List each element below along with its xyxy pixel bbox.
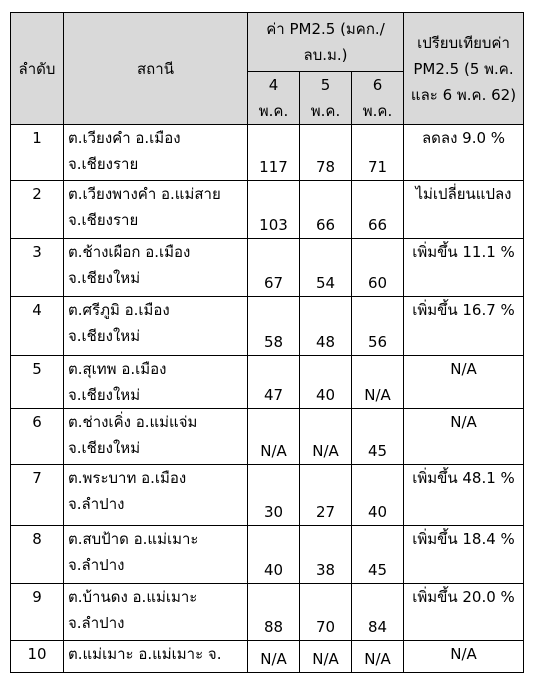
station-name: ต.เวียงพางคำ อ.แม่สาย จ.เชียงราย [64, 181, 248, 239]
station-name: ต.สบป้าด อ.แม่เมาะ จ.ลำปาง [64, 526, 248, 584]
pm-value-day6: 40 [352, 465, 404, 526]
pm-value-day6: 71 [352, 125, 404, 181]
pm-value-day4: 103 [248, 181, 300, 239]
table-row [11, 356, 524, 409]
header-station: สถานี [64, 13, 248, 125]
table-row [11, 181, 524, 239]
change-value: ลดลง 9.0 % [404, 125, 524, 181]
pm-value-day4: 30 [248, 465, 300, 526]
change-value: เพิ่มขึ้น 11.1 % [404, 239, 524, 297]
table-row [11, 297, 524, 356]
table-row [11, 239, 524, 297]
pm-value-day5: 78 [300, 125, 352, 181]
row-index: 3 [11, 239, 64, 297]
station-name: ต.พระบาท อ.เมือง จ.ลำปาง [64, 465, 248, 526]
station-name: ต.เวียงคำ อ.เมือง จ.เชียงราย [64, 125, 248, 181]
pm-value-day6: 66 [352, 181, 404, 239]
row-index: 8 [11, 526, 64, 584]
pm-value-day4: 40 [248, 526, 300, 584]
table-row [11, 584, 524, 641]
row-index: 6 [11, 409, 64, 465]
station-name: ต.บ้านดง อ.แม่เมาะ จ.ลำปาง [64, 584, 248, 641]
change-value: เพิ่มขึ้น 48.1 % [404, 465, 524, 526]
pm-value-day6: 45 [352, 409, 404, 465]
pm-value-day5: 27 [300, 465, 352, 526]
pm25-table [10, 12, 524, 673]
pm-value-day6: N/A [352, 641, 404, 673]
pm-value-day6: 56 [352, 297, 404, 356]
header-day-6: 6 พ.ค. [352, 72, 404, 125]
pm-value-day4: 67 [248, 239, 300, 297]
pm-value-day5: N/A [300, 641, 352, 673]
pm-value-day4: 47 [248, 356, 300, 409]
pm-value-day5: 48 [300, 297, 352, 356]
table-row [11, 641, 524, 673]
pm-value-day4: N/A [248, 409, 300, 465]
row-index: 1 [11, 125, 64, 181]
pm-value-day6: 84 [352, 584, 404, 641]
pm-value-day5: 54 [300, 239, 352, 297]
pm-value-day4: 88 [248, 584, 300, 641]
pm-value-day4: 117 [248, 125, 300, 181]
pm-value-day6: 60 [352, 239, 404, 297]
station-name: ต.สุเทพ อ.เมือง จ.เชียงใหม่ [64, 356, 248, 409]
pm-value-day6: 45 [352, 526, 404, 584]
station-name: ต.ช่างเคิ่ง อ.แม่แจ่ม จ.เชียงใหม่ [64, 409, 248, 465]
header-day-5: 5 พ.ค. [300, 72, 352, 125]
row-index: 4 [11, 297, 64, 356]
pm-value-day5: 40 [300, 356, 352, 409]
station-name: ต.ศรีภูมิ อ.เมือง จ.เชียงใหม่ [64, 297, 248, 356]
header-index: ลำดับ [11, 13, 64, 125]
change-value: N/A [404, 409, 524, 465]
change-value: เพิ่มขึ้น 18.4 % [404, 526, 524, 584]
row-index: 9 [11, 584, 64, 641]
change-value: เพิ่มขึ้น 16.7 % [404, 297, 524, 356]
row-index: 2 [11, 181, 64, 239]
row-index: 7 [11, 465, 64, 526]
station-name: ต.แม่เมาะ อ.แม่เมาะ จ. [64, 641, 248, 673]
row-index: 5 [11, 356, 64, 409]
pm-value-day4: N/A [248, 641, 300, 673]
table-row [11, 465, 524, 526]
pm-value-day6: N/A [352, 356, 404, 409]
header-day-4: 4 พ.ค. [248, 72, 300, 125]
pm-value-day4: 58 [248, 297, 300, 356]
change-value: เพิ่มขึ้น 20.0 % [404, 584, 524, 641]
header-pm-values: ค่า PM2.5 (มคก./ลบ.ม.) [248, 13, 404, 72]
header-compare: เปรียบเทียบค่า PM2.5 (5 พ.ค. และ 6 พ.ค. 62) [404, 13, 524, 125]
table-row [11, 409, 524, 465]
pm-value-day5: N/A [300, 409, 352, 465]
pm-value-day5: 70 [300, 584, 352, 641]
table-row [11, 125, 524, 181]
change-value: ไม่เปลี่ยนแปลง [404, 181, 524, 239]
table-row [11, 526, 524, 584]
pm-value-day5: 38 [300, 526, 352, 584]
pm-value-day5: 66 [300, 181, 352, 239]
station-name: ต.ช้างเผือก อ.เมือง จ.เชียงใหม่ [64, 239, 248, 297]
change-value: N/A [404, 641, 524, 673]
row-index: 10 [11, 641, 64, 673]
change-value: N/A [404, 356, 524, 409]
